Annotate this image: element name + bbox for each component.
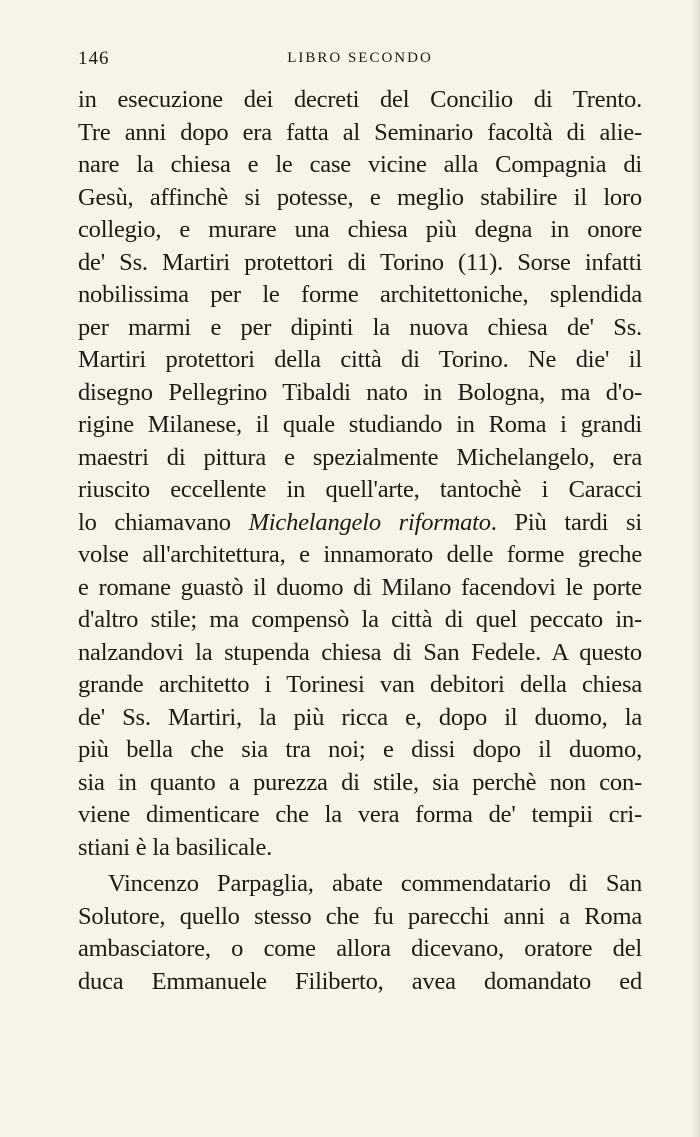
- text-line: nobilissima per le forme architettoniche, splendida: [78, 281, 642, 308]
- body-text: [78, 84, 642, 998]
- text-segment: . Più tardi si: [490, 508, 642, 536]
- page-header: [78, 48, 642, 72]
- paragraph-1: [78, 84, 642, 864]
- text-line: disegno Pellegrino Tibaldi nato in Bologna, ma d'o-: [78, 378, 642, 406]
- text-line: viene dimenticare che la vera forma de' tempii cri-: [78, 801, 642, 828]
- text-line: de' Ss. Martiri protettori di Torino (11). Sorse infatti: [78, 248, 642, 276]
- text-line: Solutore, quello stesso che fu parecchi anni a Roma: [78, 902, 642, 930]
- text-line: riuscito eccellente in quell'arte, tantochè i Caracci: [78, 476, 642, 503]
- text-line: in esecuzione dei decreti del Concilio di Trento.: [78, 86, 642, 113]
- text-line: ambasciatore, o come allora dicevano, oratore del: [78, 935, 642, 962]
- italic-phrase: Michelangelo riformato: [248, 508, 491, 536]
- running-head: LIBRO SECONDO: [287, 50, 433, 66]
- text-line: volse all'architettura, e innamorato delle forme greche: [78, 541, 642, 568]
- text-line: più bella che sia tra noi; e dissi dopo il duomo,: [78, 736, 642, 763]
- text-line: maestri di pittura e spezialmente Michelangelo, era: [78, 443, 642, 471]
- text-line: collegio, e murare una chiesa più degna in onore: [78, 216, 642, 243]
- text-line: de' Ss. Martiri, la più ricca e, dopo il duomo, la: [78, 703, 642, 731]
- text-line: d'altro stile; ma compensò la città di quel peccato in-: [78, 606, 642, 633]
- text-segment: lo chiamavano: [78, 508, 249, 536]
- text-line: e romane guastò il duomo di Milano facendovi le porte: [78, 573, 642, 601]
- text-line: duca Emmanuele Filiberto, avea domandato ed: [78, 967, 642, 995]
- text-line: Martiri protettori della città di Torino. Ne die' il: [78, 346, 642, 373]
- text-line: Tre anni dopo era fatta al Seminario facoltà di alie-: [78, 118, 642, 146]
- text-line: Gesù, affinchè si potesse, e meglio stabilire il loro: [78, 183, 642, 211]
- paragraph-2: [78, 868, 642, 998]
- text-line: Vincenzo Parpaglia, abate commendatario di San: [108, 870, 642, 897]
- page-number: 146: [78, 48, 110, 69]
- text-line-with-italic: [78, 507, 642, 540]
- page-edge-shadow: [692, 0, 700, 1137]
- text-line: nalzandovi la stupenda chiesa di San Fedele. A questo: [78, 638, 642, 666]
- text-line: nare la chiesa e le case vicine alla Compagnia di: [78, 151, 642, 178]
- text-line: stiani è la basilicale.: [78, 833, 273, 861]
- text-line: sia in quanto a purezza di stile, sia perchè non con-: [78, 768, 642, 796]
- text-line: per marmi e per dipinti la nuova chiesa de' Ss.: [78, 313, 642, 341]
- text-line: rigine Milanese, il quale studiando in Roma i grandi: [78, 411, 642, 438]
- text-line: grande architetto i Torinesi van debitori della chiesa: [78, 671, 642, 698]
